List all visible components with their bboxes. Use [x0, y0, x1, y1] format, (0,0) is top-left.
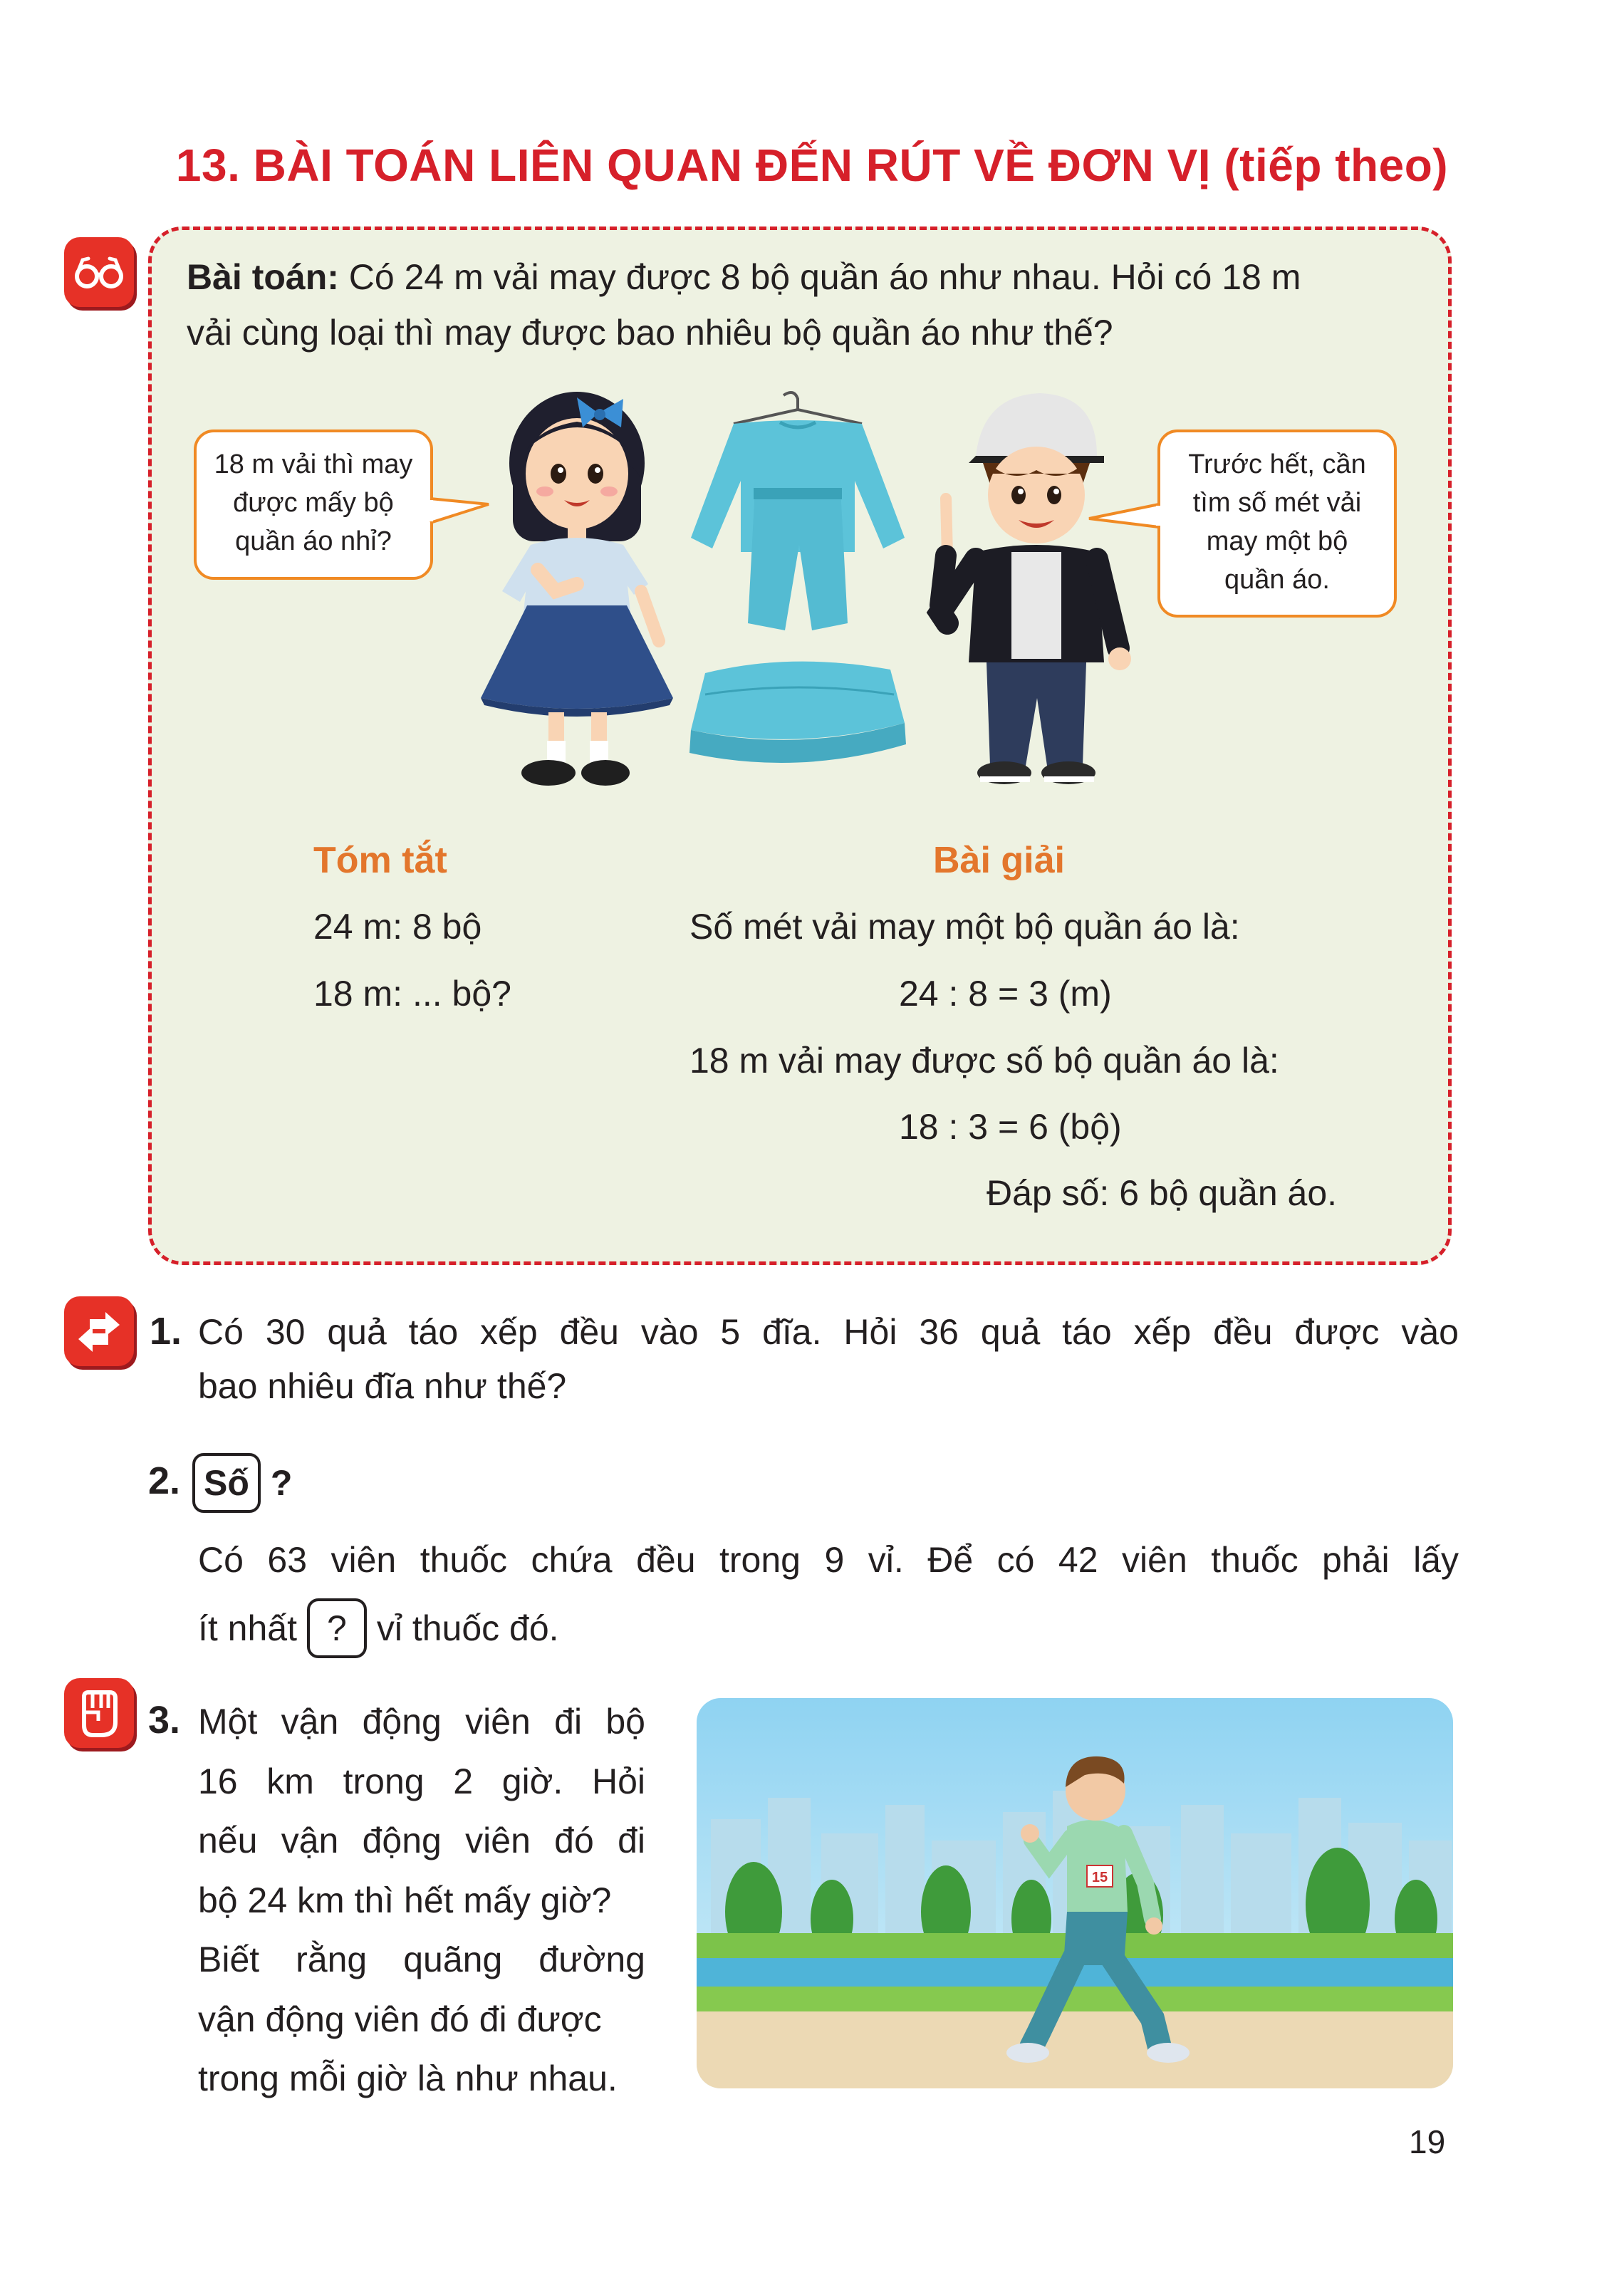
clothes-illustration — [677, 388, 919, 776]
bubble-line: quần áo nhỉ? — [235, 526, 392, 556]
problem-text-2: vải cùng loại thì may được bao nhiêu bộ quần áo như thế? — [187, 313, 1113, 353]
girl-illustration — [470, 378, 684, 798]
solution-line-2: 24 : 8 = 3 (m) — [899, 974, 1112, 1014]
page-title: 13. BÀI TOÁN LIÊN QUAN ĐẾN RÚT VỀ ĐƠN VỊ (tiếp theo) — [175, 140, 1449, 191]
exercise-3-line: Biết rằng quãng đường — [198, 1940, 645, 1979]
exercise-2-line-1: Có 63 viên thuốc chứa đều trong 9 vỉ. Để có 42 viên thuốc phải lấy — [198, 1540, 1459, 1580]
exercise-3-line: vận động viên đó đi được — [198, 1999, 602, 2039]
bubble-line: được mấy bộ — [233, 488, 394, 518]
bubble-line: Trước hết, cần — [1188, 449, 1366, 479]
problem-text-1: Có 24 m vải may được 8 bộ quần áo như nhau. Hỏi có 18 m — [338, 257, 1301, 297]
summary-heading: Tóm tắt — [313, 840, 447, 881]
fist-icon — [64, 1678, 134, 1748]
number-box-label: Số — [192, 1453, 261, 1513]
page-number: 19 — [1409, 2123, 1446, 2160]
boy-illustration — [926, 378, 1140, 798]
problem-label: Bài toán: — [187, 257, 339, 297]
exercise-3-line: nếu vận động viên đó đi — [198, 1821, 645, 1860]
walker-illustration — [697, 1698, 1453, 2088]
exercise-1-number: 1. — [150, 1310, 182, 1353]
boy-speech-bubble — [1157, 430, 1397, 618]
bubble-line: may một bộ — [1206, 526, 1348, 556]
solution-answer: Đáp số: 6 bộ quần áo. — [987, 1173, 1338, 1213]
girl-speech-bubble — [194, 430, 433, 580]
solution-line-3: 18 m vải may được số bộ quần áo là: — [689, 1041, 1279, 1081]
exercise-2-text-b: vỉ thuốc đó. — [376, 1608, 559, 1648]
exercise-2-heading — [192, 1453, 292, 1513]
practice-icon — [64, 1296, 134, 1366]
exercise-3-line: trong mỗi giờ là như nhau. — [198, 2058, 618, 2098]
solution-line-4: 18 : 3 = 6 (bộ) — [899, 1107, 1122, 1147]
bubble-line: tìm số mét vải — [1192, 488, 1362, 518]
answer-blank[interactable]: ? — [307, 1598, 367, 1658]
bubble-line: quần áo. — [1224, 565, 1330, 595]
summary-line-2: 18 m: ... bộ? — [313, 974, 511, 1014]
exercise-3-number: 3. — [148, 1699, 181, 1742]
exercise-3-line: Một vận động viên đi bộ — [198, 1702, 645, 1742]
bib-number: 15 — [1091, 1870, 1108, 1885]
exercise-2-line-2 — [198, 1598, 559, 1658]
exercise-3-line: 16 km trong 2 giờ. Hỏi — [198, 1761, 645, 1801]
exercise-3-line: bộ 24 km thì hết mấy giờ? — [198, 1880, 612, 1920]
exercise-3-text — [198, 1692, 645, 2109]
exercise-2-question-mark: ? — [270, 1463, 293, 1503]
exercise-1-line-2: bao nhiêu đĩa như thế? — [198, 1366, 567, 1406]
glasses-icon — [64, 237, 134, 307]
exercise-2-number: 2. — [148, 1459, 181, 1502]
summary-line-1: 24 m: 8 bộ — [313, 907, 482, 947]
solution-line-1: Số mét vải may một bộ quần áo là: — [689, 907, 1240, 947]
solution-heading: Bài giải — [933, 840, 1065, 881]
exercise-2-text-a: ít nhất — [198, 1608, 297, 1648]
problem-statement — [187, 249, 1419, 360]
bubble-line: 18 m vải thì may — [214, 449, 413, 479]
exercise-1-line-1: Có 30 quả táo xếp đều vào 5 đĩa. Hỏi 36 quả táo xếp đều được vào — [198, 1312, 1459, 1352]
